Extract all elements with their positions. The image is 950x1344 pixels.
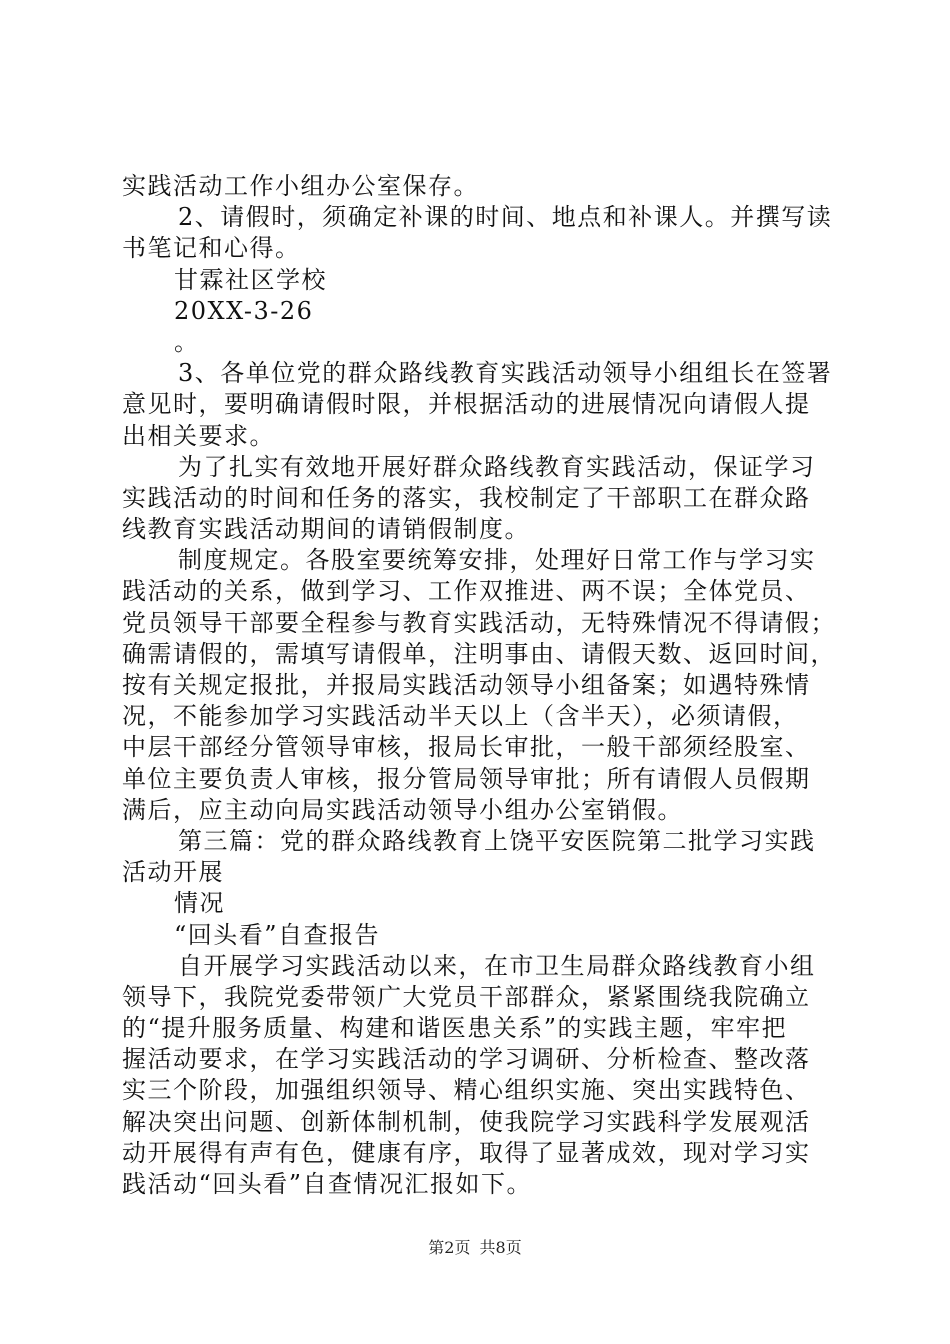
text-line: 按有关规定报批，并报局实践活动领导小组备案；如遇特殊情 — [122, 671, 811, 699]
text-line: 握活动要求，在学习实践活动的学习调研、分析检查、整改落 — [122, 1045, 811, 1074]
text-line: 2、请假时，须确定补课的时间、地点和补课人。并撰写读 — [178, 203, 833, 232]
text-line: 情况 — [174, 889, 225, 918]
page-footer — [0, 1238, 950, 1258]
text-line: 甘霖社区学校 — [174, 265, 327, 294]
text-line: 动开展得有声有色，健康有序，取得了显著成效，现对学习实 — [122, 1138, 811, 1167]
text-line: 制度规定。各股室要统筹安排，处理好日常工作与学习实 — [178, 546, 816, 575]
report-title: “回头看”自查报告 — [174, 920, 381, 949]
text-line: 。 — [174, 327, 200, 356]
text-line: 满后，应主动向局实践活动领导小组办公室销假。 — [122, 795, 683, 824]
text-line: 解决突出问题、创新体制机制，使我院学习实践科学发展观活 — [122, 1107, 811, 1136]
text-line: 况，不能参加学习实践活动半天以上（含半天），必须请假， — [122, 702, 799, 731]
section-heading: 第三篇：党的群众路线教育上饶平安医院第二批学习实践 — [178, 826, 816, 855]
text-line: 实三个阶段，加强组织领导、精心组织实施、突出实践特色、 — [122, 1076, 811, 1105]
text-line: 书笔记和心得。 — [122, 234, 301, 263]
text-line: 领导下，我院党委带领广大党员干部群众，紧紧围绕我院确立 — [122, 982, 811, 1011]
page-total: 共8页 — [479, 1238, 522, 1257]
text-line: 实践活动的时间和任务的落实，我校制定了干部职工在群众路 — [122, 483, 811, 512]
page-number: 第2页 — [428, 1238, 471, 1257]
text-line: 践活动的关系，做到学习、工作双推进、两不误；全体党员、 — [122, 577, 811, 606]
text-line: 意见时，要明确请假时限，并根据活动的进展情况向请假人提 — [122, 390, 811, 419]
text-line: 实践活动工作小组办公室保存。 — [122, 172, 479, 200]
text-line: 3、各单位党的群众路线教育实践活动领导小组组长在签署 — [178, 359, 833, 388]
text-line: 中层干部经分管领导审核，报局长审批，一般干部须经股室、 — [122, 733, 811, 762]
text-line: 践活动“回头看”自查情况汇报如下。 — [122, 1170, 533, 1198]
text-line: 自开展学习实践活动以来，在市卫生局群众路线教育小组 — [178, 951, 816, 980]
document-body — [122, 171, 840, 1200]
text-line: 为了扎实有效地开展好群众路线教育实践活动，保证学习 — [178, 452, 816, 481]
text-line: 的“提升服务质量、构建和谐医患关系”的实践主题，牢牢把 — [122, 1014, 788, 1043]
text-line: 出相关要求。 — [122, 421, 275, 450]
text-line: 线教育实践活动期间的请销假制度。 — [122, 515, 530, 544]
text-line: 党员领导干部要全程参与教育实践活动，无特殊情况不得请假； — [122, 608, 836, 637]
text-line: 确需请假的，需填写请假单，注明事由、请假天数、返回时间， — [122, 639, 836, 668]
text-line: 20XX-3-26 — [174, 296, 314, 325]
section-heading: 活动开展 — [122, 858, 224, 887]
text-line: 单位主要负责人审核，报分管局领导审批；所有请假人员假期 — [122, 764, 811, 793]
